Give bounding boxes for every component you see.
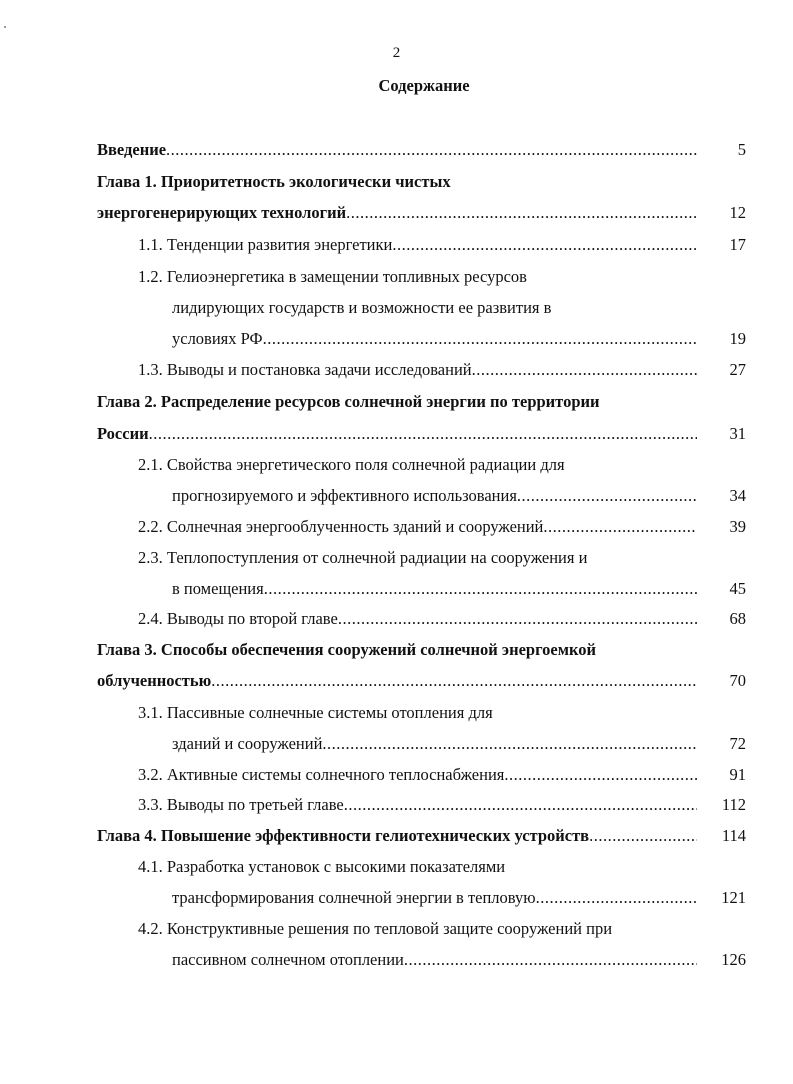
toc-entry-label: трансформирования солнечной энергии в тепловую [172, 888, 536, 907]
toc-section-1-3[interactable] [138, 354, 697, 385]
toc-page-number: 68 [729, 609, 746, 628]
leader-dots [589, 820, 697, 851]
toc-section-3-3[interactable] [138, 789, 697, 820]
toc-page-number: 121 [721, 888, 746, 907]
toc-entry-label: 3.3. Выводы по третьей главе [138, 795, 344, 814]
toc-section-2-4[interactable] [138, 603, 697, 634]
toc-section-4-2-cont [172, 944, 697, 975]
toc-chapter-3-title[interactable]: Глава 3. Способы обеспечения сооружений солнечной энергоемкой [97, 640, 597, 659]
toc-section-4-1-cont [172, 882, 697, 913]
leader-dots [543, 511, 697, 542]
toc-page-number: 126 [721, 950, 746, 969]
toc-section-1-2-cont [172, 323, 697, 354]
toc-chapter-3-title-cont[interactable] [97, 665, 697, 696]
toc-chapter-1-title[interactable]: Глава 1. Приоритетность экологически чистых [97, 172, 451, 191]
toc-page-number: 45 [729, 579, 746, 598]
leader-dots [211, 665, 697, 696]
leader-dots [263, 323, 697, 354]
leader-dots [517, 480, 697, 511]
toc-entry-label: прогнозируемого и эффективного использования [172, 486, 517, 505]
toc-entry-label: Введение [97, 140, 167, 159]
toc-section-2-1[interactable]: 2.1. Свойства энергетического поля солнечной радиации для [138, 455, 565, 474]
toc-page-number: 112 [721, 795, 746, 814]
leader-dots [504, 759, 697, 790]
toc-chapter-2-title-cont[interactable] [97, 418, 697, 449]
toc-section-1-2[interactable]: 1.2. Гелиоэнергетика в замещении топливных ресурсов [138, 267, 527, 286]
toc-page-number: 91 [729, 765, 746, 784]
leader-dots [149, 418, 697, 449]
leader-dots [338, 603, 697, 634]
toc-page-number: 72 [729, 734, 746, 753]
toc-page-number: 19 [729, 329, 746, 348]
leader-dots [264, 573, 697, 604]
toc-page-number: 70 [729, 671, 746, 690]
toc-entry-label: облученностью [97, 671, 212, 690]
leader-dots [344, 789, 697, 820]
toc-entry-label: условиях РФ [172, 329, 263, 348]
toc-entry-label: зданий и сооружений [172, 734, 323, 753]
leader-dots [536, 882, 697, 913]
toc-page-number: 17 [729, 235, 746, 254]
toc-entry-label: Глава 4. Повышение эффективности гелиотехнических устройств [97, 826, 590, 845]
toc-section-2-1-cont [172, 480, 697, 511]
toc-entry-label: России [97, 424, 149, 443]
toc-page-number: 27 [729, 360, 746, 379]
toc-section-1-2-cont: лидирующих государств и возможности ее развития в [172, 298, 552, 317]
toc-entry-label: 2.4. Выводы по второй главе [138, 609, 338, 628]
toc-chapter-2-title[interactable]: Глава 2. Распределение ресурсов солнечной энергии по территории [97, 392, 600, 411]
toc-entry-label: в помещения [172, 579, 264, 598]
leader-dots [346, 197, 697, 228]
toc-chapter-4-title[interactable] [97, 820, 697, 851]
toc-page-number: 39 [729, 517, 746, 536]
scan-speck [4, 26, 6, 28]
page-number: 2 [392, 45, 401, 61]
toc-entry-label: пассивном солнечном отоплении [172, 950, 404, 969]
leader-dots [322, 728, 697, 759]
toc-section-2-3[interactable]: 2.3. Теплопоступления от солнечной радиации на сооружения и [138, 548, 588, 567]
toc-chapter-1-title-cont[interactable] [97, 197, 697, 228]
toc-page-number: 114 [721, 826, 746, 845]
toc-section-4-2[interactable]: 4.2. Конструктивные решения по тепловой защите сооружений при [138, 919, 613, 938]
leader-dots [166, 134, 697, 165]
toc-section-2-2[interactable] [138, 511, 697, 542]
toc-section-3-1-cont [172, 728, 697, 759]
toc-entry-label: энергогенерирующих технологий [97, 203, 347, 222]
toc-page-number: 5 [737, 140, 746, 159]
toc-section-2-3-cont [172, 573, 697, 604]
toc-section-4-1[interactable]: 4.1. Разработка установок с высокими показателями [138, 857, 506, 876]
page-title: Содержание [378, 76, 470, 95]
toc-page-number: 12 [729, 203, 746, 222]
toc-section-1-1[interactable] [138, 229, 697, 260]
toc-entry-label: 3.2. Активные системы солнечного теплоснабжения [138, 765, 505, 784]
toc-section-3-1[interactable]: 3.1. Пассивные солнечные системы отопления для [138, 703, 493, 722]
toc-entry-intro[interactable] [97, 134, 697, 165]
toc-entry-label: 1.1. Тенденции развития энергетики [138, 235, 393, 254]
toc-page-number: 34 [729, 486, 746, 505]
leader-dots [404, 944, 697, 975]
toc-entry-label: 2.2. Солнечная энергооблученность зданий и сооружений [138, 517, 544, 536]
toc-entry-label: 1.3. Выводы и постановка задачи исследований [138, 360, 472, 379]
toc-page-number: 31 [729, 424, 746, 443]
leader-dots [472, 354, 697, 385]
toc-section-3-2[interactable] [138, 759, 697, 790]
leader-dots [392, 229, 697, 260]
